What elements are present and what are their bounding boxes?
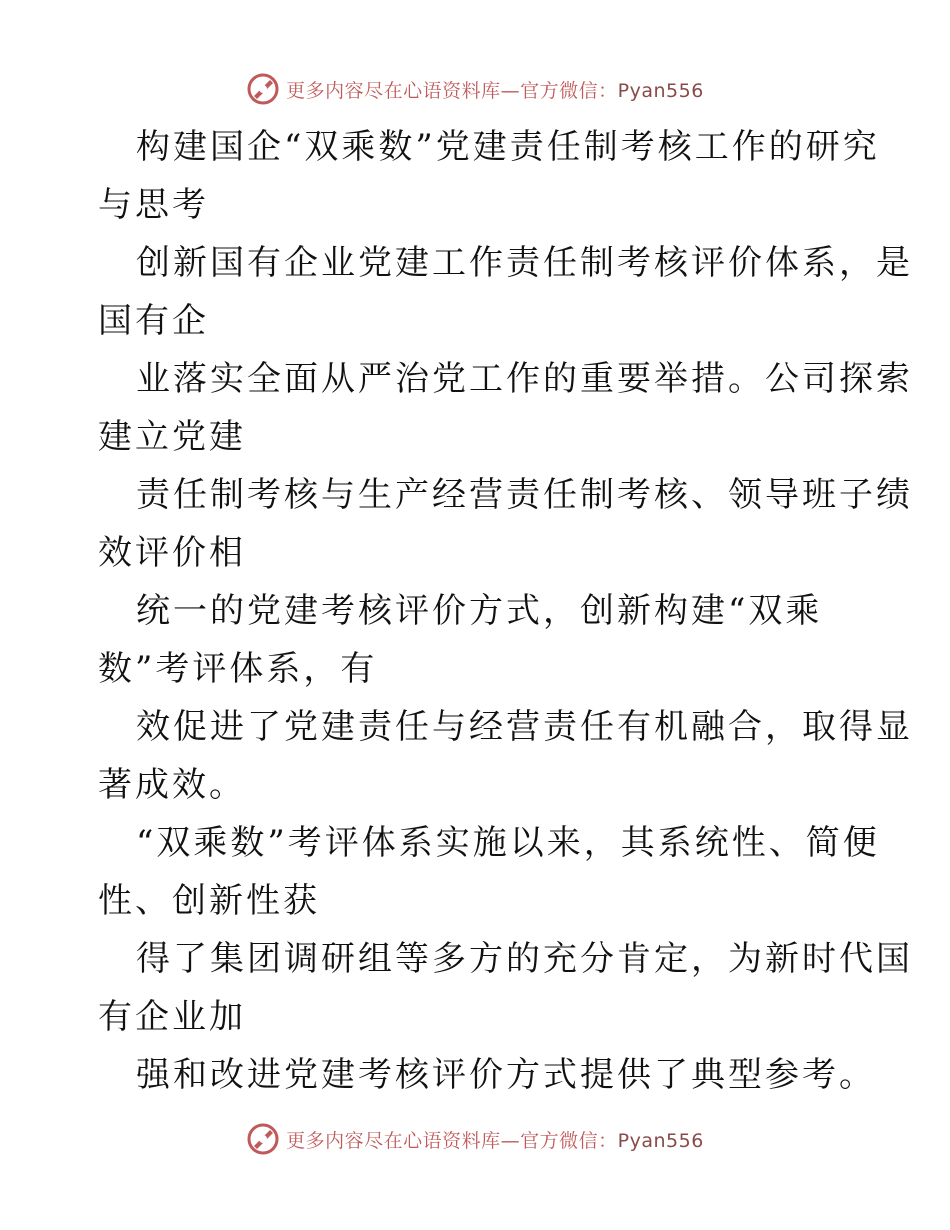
line-first: 业落实全面从严治党工作的重要举措。公司探索 <box>136 359 913 399</box>
paragraph-1 <box>98 118 880 234</box>
line-second: 性、创新性获 <box>98 881 320 921</box>
line-first: 得了集团调研组等多方的充分肯定，为新时代国 <box>136 939 913 979</box>
document-body <box>98 118 913 1104</box>
line-second: 国有企 <box>98 301 209 341</box>
watermark-text <box>286 1126 704 1153</box>
line-second: 建立党建 <box>98 417 246 457</box>
footer-watermark <box>0 1122 950 1156</box>
paragraph-5 <box>98 582 858 698</box>
line-second: 与思考 <box>98 185 209 225</box>
header-watermark <box>0 72 950 106</box>
line-first: 强和改进党建考核评价方式提供了典型参考。 <box>136 1055 876 1095</box>
watermark-text <box>286 76 704 103</box>
paragraph-2 <box>98 234 913 350</box>
line-second: 效评价相 <box>98 533 246 573</box>
line-first: 效促进了党建责任与经营责任有机融合，取得显 <box>136 707 913 747</box>
pen-seal-logo-icon <box>246 1122 280 1156</box>
line-second: 有企业加 <box>98 997 246 1037</box>
watermark-handle: Pyan556 <box>617 79 704 102</box>
watermark-handle: Pyan556 <box>617 1129 704 1152</box>
paragraph-3 <box>98 350 913 466</box>
paragraph-7 <box>98 814 880 930</box>
line-first: 责任制考核与生产经营责任制考核、领导班子绩 <box>136 475 913 515</box>
line-first: 构建国企“双乘数”党建责任制考核工作的研究 <box>136 127 880 167</box>
line-first: “双乘数”考评体系实施以来，其系统性、简便 <box>136 823 880 863</box>
line-first: 创新国有企业党建工作责任制考核评价体系，是 <box>136 243 913 283</box>
line-second: 著成效。 <box>98 765 246 805</box>
watermark-label: 更多内容尽在心语资料库—官方微信： <box>286 1129 618 1152</box>
paragraph-4 <box>98 466 913 582</box>
line-first: 统一的党建考核评价方式，创新构建“双乘 <box>136 591 823 631</box>
watermark-label: 更多内容尽在心语资料库—官方微信： <box>286 79 618 102</box>
line-second: 数”考评体系，有 <box>98 649 378 689</box>
pen-seal-logo-icon <box>246 72 280 106</box>
paragraph-6 <box>98 698 913 814</box>
paragraph-9 <box>98 1046 876 1104</box>
paragraph-8 <box>98 930 913 1046</box>
